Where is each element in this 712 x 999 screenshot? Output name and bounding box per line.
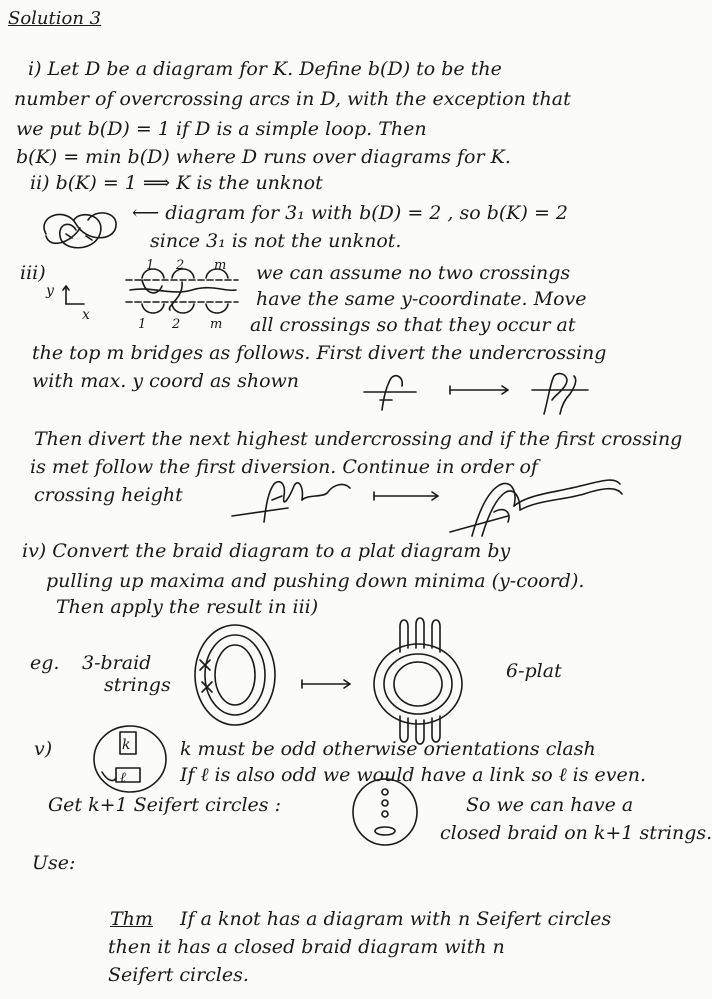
continuation-figure-after [448,470,628,540]
theorem-line3: Seifert circles. [108,964,249,986]
part1-line4: b(K) = min b(D) where D runs over diagrams for K. [16,146,511,168]
part3-side-line2: have the same y-coordinate. Move [256,288,587,310]
braid-bottom-label-m: m [210,317,223,332]
part3-line4: is met follow the first diversion. Continue in order of [30,456,538,478]
part4-line1: iv) Convert the braid diagram to a plat diagram by [22,540,511,562]
part3-line5: crossing height [34,484,183,506]
braid-bottom-label-2: 2 [172,317,181,332]
plat-arrow [300,678,354,690]
box-label-k: k [122,737,131,753]
continuation-figure-before [228,476,358,526]
axis-x-label: x [82,307,90,323]
part4-line3: Then apply the result in iii) [56,596,319,618]
part5-so-line2: closed braid on k+1 strings. [440,822,712,844]
bridge-diagram [122,266,242,318]
braid-top-label-1: 1 [146,258,155,273]
part4-line2: pulling up maxima and pushing down minima (y-coord). [46,570,585,592]
braid-top-label-2: 2 [176,258,185,273]
six-plat-diagram [370,608,470,748]
eg-label: eg. [30,652,60,674]
part3-label: iii) [20,262,46,284]
part3-line2: with max. y coord as shown [32,370,300,392]
eg-line2: strings [104,674,171,696]
box-label-l: ℓ [120,770,126,786]
part3-side-line3: all crossings so that they occur at [250,314,576,336]
diversion-arrow [448,384,512,396]
part5-line1: k must be odd otherwise orientations clash [180,738,596,760]
three-braid-diagram [190,620,280,730]
part2-fig-line2: since 3₁ is not the unknot. [150,230,402,252]
axes-figure [54,282,94,312]
diversion-figure-before [360,370,420,418]
part2-fig-line1: ⟵ diagram for 3₁ with b(D) = 2 , so b(K) = 2 [132,202,568,224]
braid-bottom-label-1: 1 [138,317,147,332]
seifert-circles-diagram [350,776,420,848]
part1-line2: number of overcrossing arcs in D, with the exception that [14,88,571,110]
part2-line: ii) b(K) = 1 ⟹ K is the unknot [30,172,323,194]
six-plat-label: 6-plat [506,660,562,682]
use-label: Use: [32,852,76,874]
trefoil-diagram [36,206,126,256]
part3-line3: Then divert the next highest undercrossing and if the first crossing [34,428,683,450]
eg-line1: 3-braid [82,652,152,674]
braid-top-label-m: m [214,258,227,273]
axis-y-label: y [46,283,54,299]
part5-line2: If ℓ is also odd we would have a link so ℓ is even. [180,764,647,786]
theorem-label: Thm [110,908,153,930]
diversion-figure-after [530,370,590,418]
theorem-line1: If a knot has a diagram with n Seifert circles [180,908,612,930]
part3-line1: the top m bridges as follows. First divert the undercrossing [32,342,607,364]
continuation-arrow [372,490,442,502]
part1-line1: i) Let D be a diagram for K. Define b(D) to be the [28,58,502,80]
part5-label: v) [34,738,53,760]
part5-get-line: Get k+1 Seifert circles : [48,794,281,816]
part3-side-line1: we can assume no two crossings [256,262,571,284]
theorem-line2: then it has a closed braid diagram with n [108,936,505,958]
part1-line3: we put b(D) = 1 if D is a simple loop. Then [16,118,427,140]
page-title: Solution 3 [8,8,102,29]
part5-so-line1: So we can have a [466,794,634,816]
